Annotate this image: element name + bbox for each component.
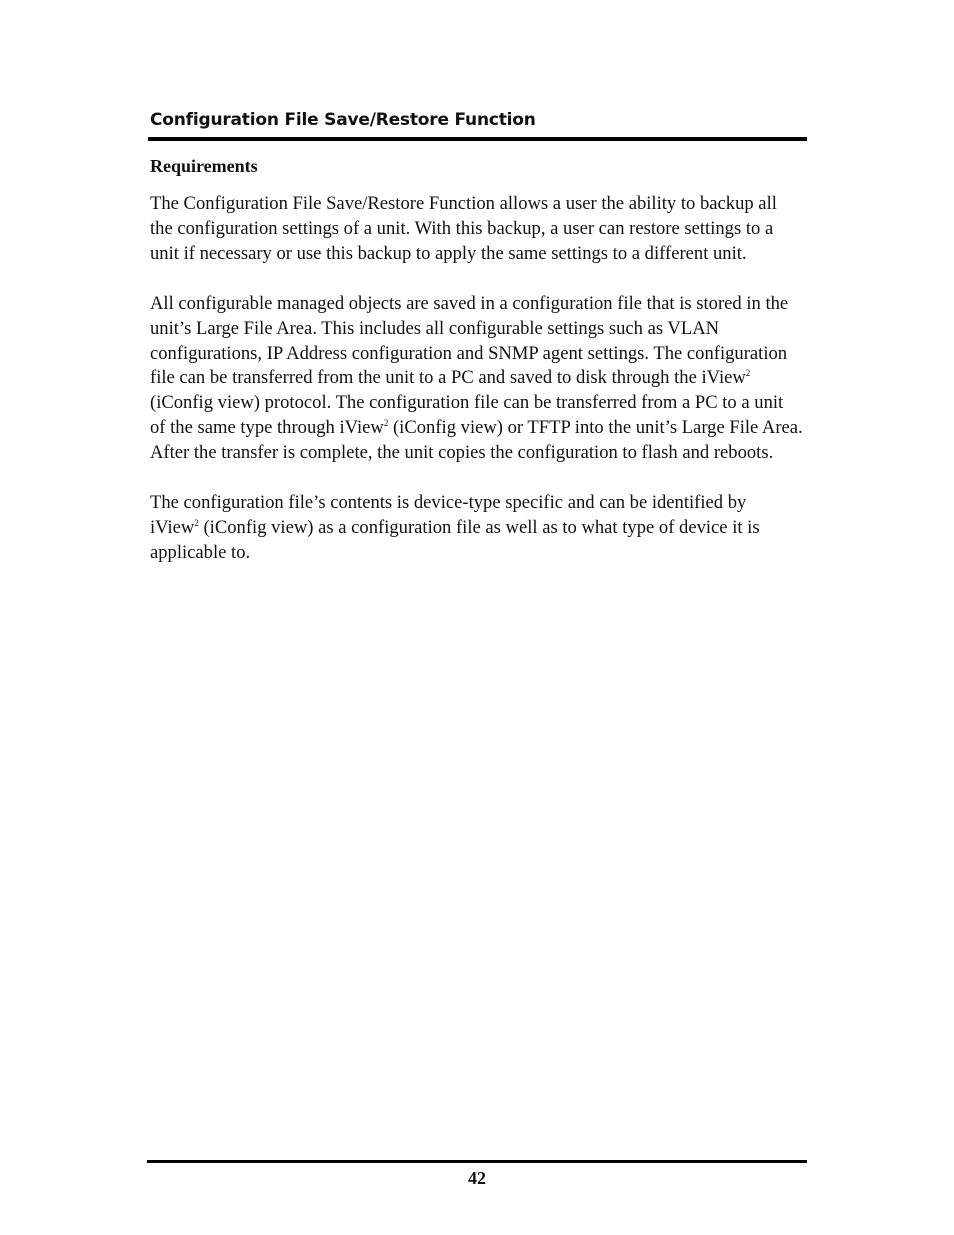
paragraph-storage — [150, 292, 810, 466]
text-line — [150, 366, 810, 391]
text-line: The Configuration File Save/Restore Function allows a user the ability to backup all — [150, 193, 777, 214]
text-fragment: iView — [150, 516, 195, 538]
requirements-heading: Requirements — [150, 156, 258, 176]
text-line: The configuration file’s contents is device-type specific and can be identified by — [150, 492, 747, 513]
text-line: (iConfig view) protocol. The configuration file can be transferred from a PC to a unit — [150, 392, 784, 414]
text-line — [150, 516, 810, 541]
superscript: 2 — [194, 517, 199, 528]
title-underline-rule — [148, 137, 807, 141]
text-fragment: file can be transferred from the unit to a PC and saved to disk through the iView — [150, 367, 746, 389]
text-line: unit if necessary or use this backup to apply the same settings to a different unit. — [150, 242, 747, 264]
text-fragment: (iConfig view) as a configuration file as well as to what type of device it is — [198, 516, 760, 538]
text-line: applicable to. — [150, 541, 251, 563]
text-line: unit’s Large File Area. This includes all configurable settings such as VLAN — [150, 317, 720, 339]
section-title: Configuration File Save/Restore Function — [150, 110, 536, 130]
text-line: After the transfer is complete, the unit copies the configuration to flash and reboots. — [150, 441, 774, 463]
text-line: the configuration settings of a unit. With this backup, a user can restore settings to a — [150, 217, 774, 239]
text-line: configurations, IP Address configuration and SNMP agent settings. The configuration — [150, 342, 788, 364]
superscript: 2 — [383, 417, 389, 428]
paragraph-overview — [150, 192, 810, 266]
footer-rule — [147, 1160, 807, 1163]
superscript: 2 — [745, 368, 751, 379]
paragraph-device-type — [150, 491, 810, 565]
text-line — [150, 416, 810, 441]
text-fragment: of the same type through iView — [150, 416, 384, 438]
text-fragment: (iConfig view) or TFTP into the unit’s Large File Area. — [388, 416, 803, 438]
text-line: All configurable managed objects are saved in a configuration file that is stored in the — [150, 293, 789, 314]
page-number: 42 — [468, 1168, 486, 1188]
